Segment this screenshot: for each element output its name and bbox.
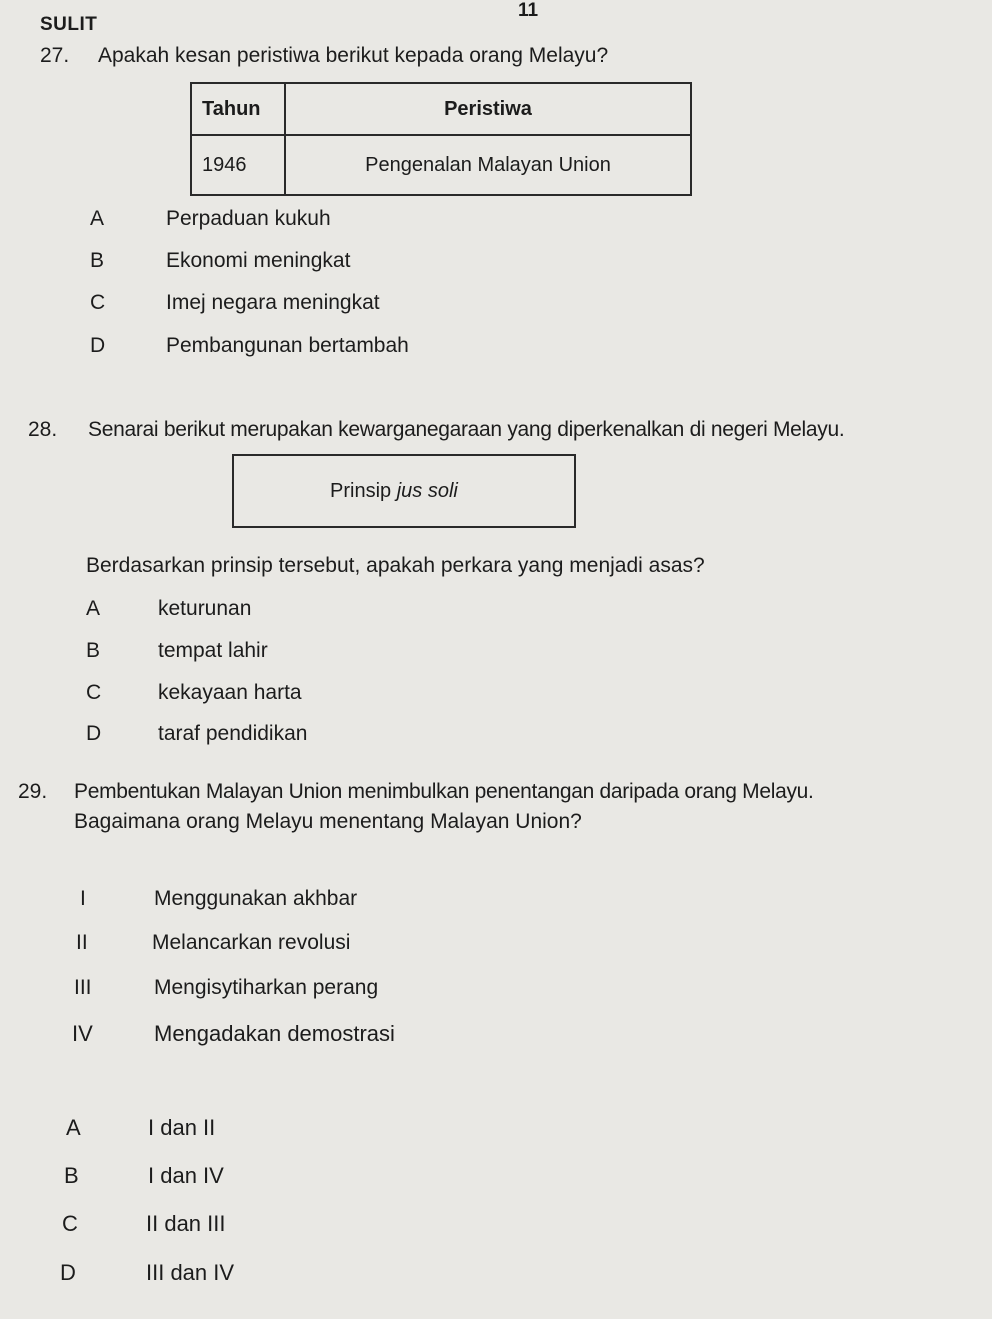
- q27-option-a-letter[interactable]: A: [90, 207, 105, 230]
- q29-statement-2-text: Melancarkan revolusi: [152, 931, 351, 954]
- q29-statement-3-numeral: III: [74, 976, 92, 999]
- q27-number: 27.: [40, 44, 70, 67]
- q27-option-c-text[interactable]: Imej negara meningkat: [166, 291, 380, 314]
- q27-option-c-letter[interactable]: C: [90, 291, 106, 314]
- q28-box-italic: jus soli: [396, 480, 458, 502]
- q27-table: [190, 82, 692, 196]
- header-sulit: SULIT: [40, 14, 98, 35]
- q29-option-a-letter[interactable]: A: [66, 1115, 81, 1140]
- q28-principle-box: [232, 454, 576, 528]
- table-header-peristiwa: Peristiwa: [285, 83, 691, 135]
- q27-question: Apakah kesan peristiwa berikut kepada orang Melayu?: [98, 44, 609, 67]
- q29-statement-3-text: Mengisytiharkan perang: [154, 976, 379, 999]
- q28-option-d-letter[interactable]: D: [86, 722, 102, 745]
- q28-question: Senarai berikut merupakan kewarganegaraan yang diperkenalkan di negeri Melayu.: [88, 418, 845, 441]
- q29-option-b-text[interactable]: I dan IV: [148, 1163, 224, 1188]
- q29-statement-1-text: Menggunakan akhbar: [154, 887, 358, 910]
- q27-option-b-text[interactable]: Ekonomi meningkat: [166, 249, 351, 272]
- q27-option-d-text[interactable]: Pembangunan bertambah: [166, 334, 409, 357]
- q28-prompt: Berdasarkan prinsip tersebut, apakah perkara yang menjadi asas?: [86, 554, 705, 577]
- q28-option-b-letter[interactable]: B: [86, 639, 101, 662]
- q29-option-c-letter[interactable]: C: [62, 1211, 78, 1236]
- table-row: [191, 135, 691, 195]
- page-number: 11: [518, 0, 539, 21]
- q28-option-c-text[interactable]: kekayaan harta: [158, 681, 302, 704]
- table-header-tahun: Tahun: [191, 83, 285, 135]
- q29-statement-4-text: Mengadakan demostrasi: [154, 1021, 395, 1046]
- q27-option-a-text[interactable]: Perpaduan kukuh: [166, 207, 331, 230]
- q28-option-d-text[interactable]: taraf pendidikan: [158, 722, 308, 745]
- q28-option-a-letter[interactable]: A: [86, 597, 101, 620]
- table-cell-year: 1946: [191, 135, 285, 195]
- q28-box-text: Prinsip: [330, 480, 397, 502]
- q29-statement-4-numeral: IV: [72, 1021, 93, 1046]
- q29-question-line2: Bagaimana orang Melayu menentang Malayan Union?: [74, 810, 582, 833]
- q28-number: 28.: [28, 418, 58, 441]
- q27-option-b-letter[interactable]: B: [90, 249, 105, 272]
- q29-option-c-text[interactable]: II dan III: [146, 1211, 226, 1236]
- q28-option-b-text[interactable]: tempat lahir: [158, 639, 268, 662]
- q28-option-a-text[interactable]: keturunan: [158, 597, 252, 620]
- q29-option-b-letter[interactable]: B: [64, 1163, 79, 1188]
- q29-option-d-letter[interactable]: D: [60, 1260, 76, 1285]
- q29-statement-1-numeral: I: [80, 887, 86, 910]
- q29-question-line1: Pembentukan Malayan Union menimbulkan penentangan daripada orang Melayu.: [74, 780, 814, 803]
- q28-option-c-letter[interactable]: C: [86, 681, 102, 704]
- table-header-row: [191, 83, 691, 135]
- q29-option-a-text[interactable]: I dan II: [148, 1115, 216, 1140]
- q29-statement-2-numeral: II: [76, 931, 88, 954]
- table-cell-event: Pengenalan Malayan Union: [285, 135, 691, 195]
- q29-option-d-text[interactable]: III dan IV: [146, 1260, 235, 1285]
- q29-number: 29.: [18, 780, 48, 803]
- q27-option-d-letter[interactable]: D: [90, 334, 106, 357]
